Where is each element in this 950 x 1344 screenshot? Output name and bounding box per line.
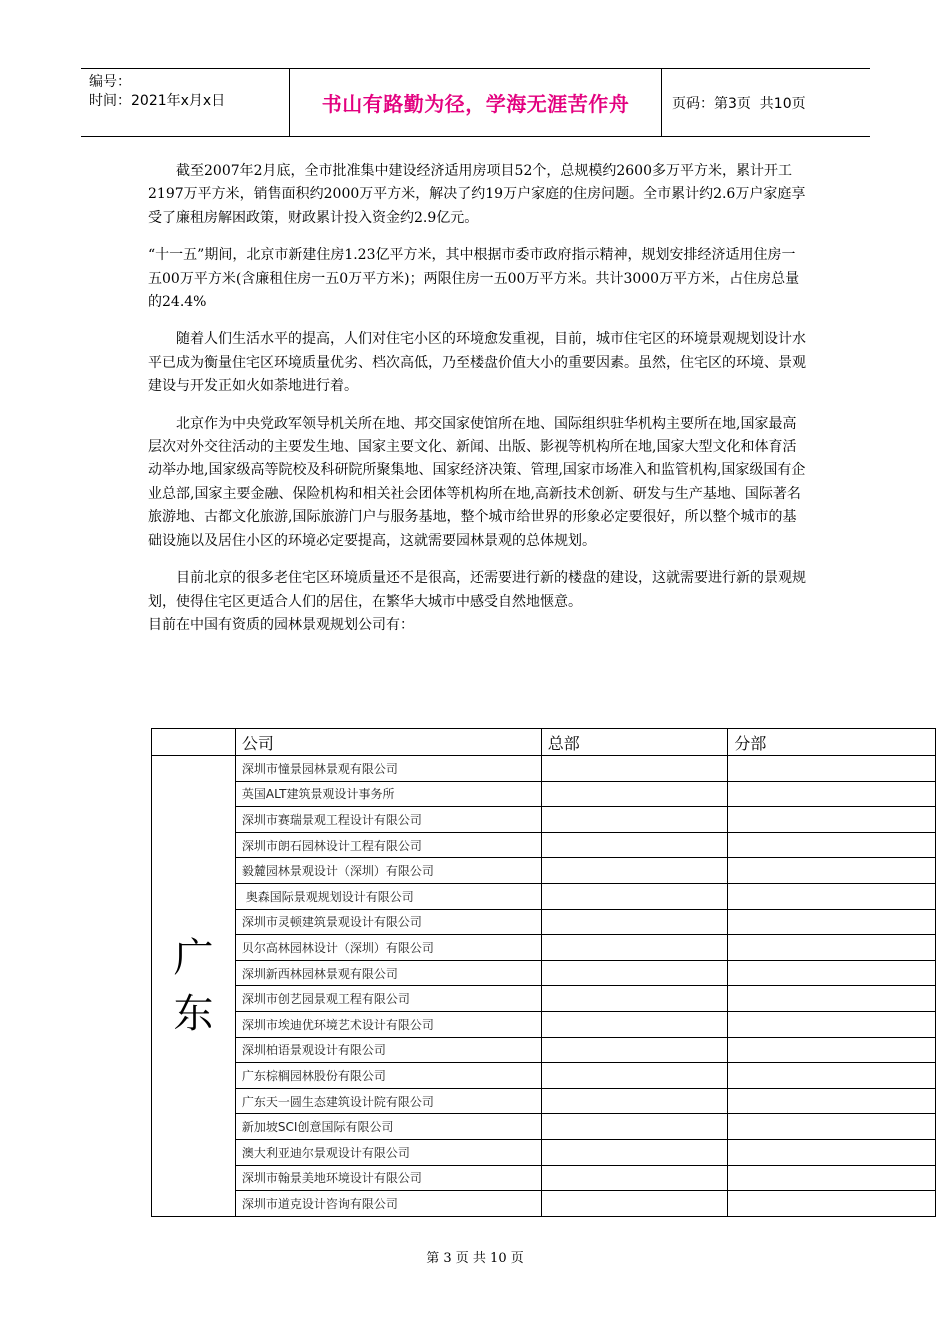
company-name-cell: 深圳市朗石园林设计工程有限公司: [235, 832, 541, 858]
paragraph: 截至2007年2月底，全市批准集中建设经济适用房项目52个，总规模约2600多万平方米，累计开工2197万平方米，销售面积约2000万平方米，解决了约19万户家庭的住房问题。全市累计约2.6万户家庭享受了廉租房解困政策，财政累计投入资金约2.9亿元。: [148, 163, 806, 226]
hq-cell: [541, 832, 728, 858]
header-cell-company: 公司: [235, 729, 541, 756]
branch-cell: [728, 781, 936, 807]
branch-cell: [728, 1063, 936, 1089]
company-name-cell: 新加坡SCI创意国际有限公司: [235, 1114, 541, 1140]
branch-cell: [728, 1037, 936, 1063]
hq-cell: [541, 1114, 728, 1140]
paragraph: 随着人们生活水平的提高，人们对住宅小区的环境愈发重视，目前，城市住宅区的环境景观规划设计水平已成为衡量住宅区环境质量优劣、档次高低，乃至楼盘价值大小的重要因素。虽然，住宅区的环境、景观建设与开发正如火如荼地进行着。: [148, 331, 806, 395]
table-row: [152, 1165, 936, 1191]
table-row: [152, 1114, 936, 1140]
page-header: [81, 68, 870, 137]
header-meta: [81, 69, 290, 136]
page-info-text: 页码：第3页 共10页: [672, 95, 806, 112]
company-name-cell: 深圳市憧景园林景观有限公司: [235, 756, 541, 782]
header-cell-branch: 分部: [728, 729, 936, 756]
branch-cell: [728, 909, 936, 935]
paragraph: 北京作为中央党政军领导机关所在地、邦交国家使馆所在地、国际组织驻华机构主要所在地,国家最高层次对外交往活动的主要发生地、国家主要文化、新闻、出版、影视等机构所在地,国家大型文化和体育活动举办地,国家级高等院校及科研院所聚集地、国家经济决策、管理,国家市场准入和监管机构,国家级国有企业总部,国家主要金融、保险机构和相关社会团体等机构所在地,高新技术创新、研发与生产基地、国际著名旅游地、古都文化旅游,国际旅游门户与服务基地，整个城市给世界的形象必定要很好，所以整个城市的基础设施以及居住小区的环境必定要提高，这就需要园林景观的总体规划。: [148, 415, 806, 549]
company-name-cell: 深圳新西林园林景观有限公司: [235, 960, 541, 986]
table-row: [152, 1191, 936, 1217]
company-name-cell: 澳大利亚迪尔景观设计有限公司: [235, 1139, 541, 1165]
hq-cell: [541, 781, 728, 807]
branch-cell: [728, 1011, 936, 1037]
table-row: [152, 960, 936, 986]
hq-cell: [541, 1191, 728, 1217]
branch-cell: [728, 1114, 936, 1140]
header-cell-region: [152, 729, 236, 756]
company-name-cell: 奥森国际景观规划设计有限公司: [235, 883, 541, 909]
table-row: [152, 781, 936, 807]
table-row: [152, 1011, 936, 1037]
branch-cell: [728, 1139, 936, 1165]
company-name-cell: 毅麓园林景观设计（深圳）有限公司: [235, 858, 541, 884]
company-name-cell: 英国ALT建筑景观设计事务所: [235, 781, 541, 807]
hq-cell: [541, 858, 728, 884]
branch-cell: [728, 807, 936, 833]
hq-cell: [541, 1139, 728, 1165]
company-name-cell: 深圳市创艺园景观工程有限公司: [235, 986, 541, 1012]
table-row: [152, 883, 936, 909]
branch-cell: [728, 883, 936, 909]
company-name-cell: 深圳柏语景观设计有限公司: [235, 1037, 541, 1063]
company-name-cell: 深圳市道克设计咨询有限公司: [235, 1191, 541, 1217]
company-name-cell: 深圳市赛瑞景观工程设计有限公司: [235, 807, 541, 833]
paragraph: 目前北京的很多老住宅区环境质量还不是很高，还需要进行新的楼盘的建设，这就需要进行新的景观规划，使得住宅区更适合人们的居住，在繁华大城市中感受自然地惬意。: [148, 570, 806, 610]
header-page-info: [662, 69, 870, 136]
table-row: [152, 858, 936, 884]
branch-cell: [728, 1165, 936, 1191]
company-name-cell: 贝尔高林园林设计（深圳）有限公司: [235, 935, 541, 961]
branch-cell: [728, 858, 936, 884]
page-footer: 第 3 页 共 10 页: [426, 1251, 524, 1266]
hq-cell: [541, 935, 728, 961]
number-label: 编号：: [89, 74, 131, 90]
table-header-row: [152, 729, 936, 756]
table-row: [152, 1037, 936, 1063]
hq-cell: [541, 1088, 728, 1114]
hq-cell: [541, 807, 728, 833]
branch-cell: [728, 1088, 936, 1114]
company-name-cell: 广东天一圆生态建筑设计院有限公司: [235, 1088, 541, 1114]
table-row: [152, 1139, 936, 1165]
branch-cell: [728, 986, 936, 1012]
hq-cell: [541, 1011, 728, 1037]
company-name-cell: 深圳市灵顿建筑景观设计有限公司: [235, 909, 541, 935]
table-row: [152, 986, 936, 1012]
header-motto: 书山有路勤为径，学海无涯苦作舟: [290, 69, 662, 136]
hq-cell: [541, 1165, 728, 1191]
hq-cell: [541, 1063, 728, 1089]
company-table: [151, 728, 936, 1217]
branch-cell: [728, 935, 936, 961]
branch-cell: [728, 832, 936, 858]
table-row: [152, 832, 936, 858]
body-text: [148, 160, 808, 651]
hq-cell: [541, 756, 728, 782]
hq-cell: [541, 960, 728, 986]
paragraph: “十一五”期间，北京市新建住房1.23亿平方米，其中根据市委市政府指示精神，规划安排经济适用住房一五00万平方米(含廉租住房一五0万平方米)；两限住房一五00万平方米。共计3000万平方米，占住房总量的24.4%: [148, 247, 800, 311]
branch-cell: [728, 960, 936, 986]
table-row: [152, 909, 936, 935]
table-row: [152, 756, 936, 782]
paragraph: 目前在中国有资质的园林景观规划公司有：: [148, 616, 414, 633]
hq-cell: [541, 909, 728, 935]
hq-cell: [541, 883, 728, 909]
hq-cell: [541, 1037, 728, 1063]
company-name-cell: 广东棕榈园林股份有限公司: [235, 1063, 541, 1089]
table-row: [152, 1088, 936, 1114]
company-name-cell: 深圳市埃迪优环境艺术设计有限公司: [235, 1011, 541, 1037]
header-cell-hq: 总部: [541, 729, 728, 756]
company-name-cell: 深圳市翰景美地环境设计有限公司: [235, 1165, 541, 1191]
branch-cell: [728, 756, 936, 782]
time-label: 时间：2021年x月x日: [89, 93, 226, 109]
table-row: [152, 807, 936, 833]
table-row: [152, 1063, 936, 1089]
branch-cell: [728, 1191, 936, 1217]
table-row: [152, 935, 936, 961]
hq-cell: [541, 986, 728, 1012]
region-label: 广东: [173, 934, 214, 1037]
region-cell: [152, 756, 236, 1217]
